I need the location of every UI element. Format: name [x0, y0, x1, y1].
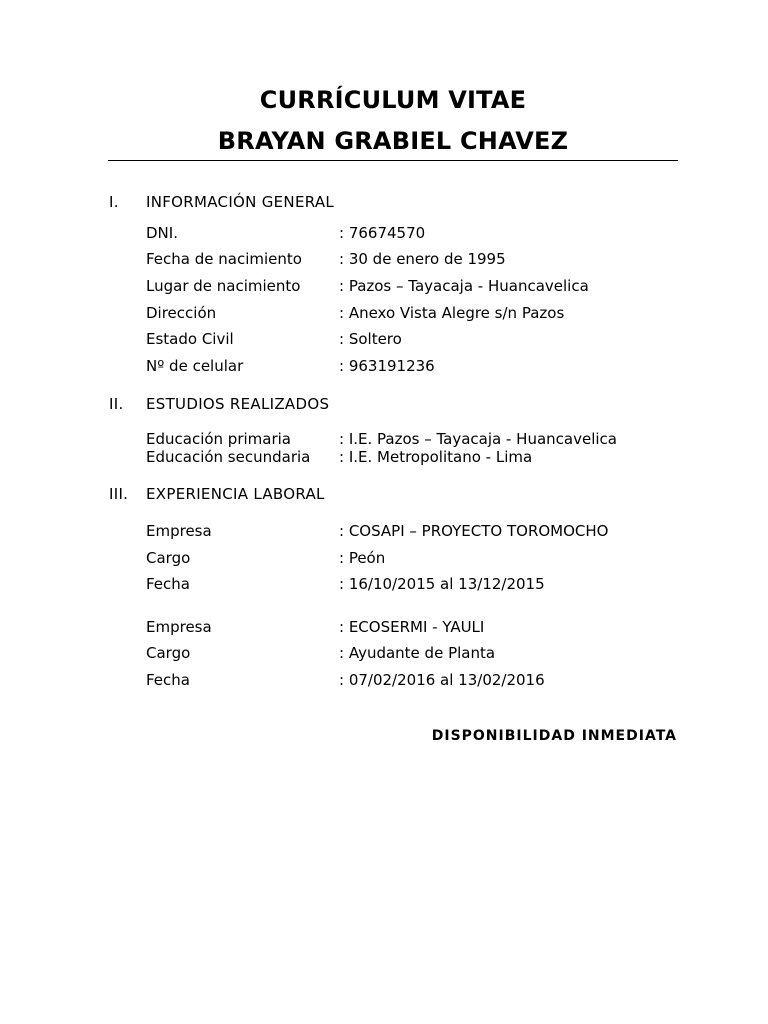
row-label: Fecha — [146, 575, 190, 593]
section-title: EXPERIENCIA LABORAL — [146, 485, 325, 503]
row-label: Cargo — [146, 549, 191, 567]
row-value: : I.E. Pazos – Tayacaja - Huancavelica — [339, 430, 617, 448]
row-label: Empresa — [146, 522, 212, 540]
document-title: CURRÍCULUM VITAE — [259, 86, 527, 114]
candidate-name: BRAYAN GRABIEL CHAVEZ — [217, 127, 569, 155]
section-title: INFORMACIÓN GENERAL — [146, 193, 335, 211]
row-label: Lugar de nacimiento — [146, 277, 301, 295]
row-label: DNI. — [146, 224, 178, 242]
row-value: : COSAPI – PROYECTO TOROMOCHO — [339, 522, 609, 540]
section-number: I. — [109, 193, 119, 211]
row-label: Cargo — [146, 644, 191, 662]
row-label: Fecha de nacimiento — [146, 250, 302, 268]
row-value: : 30 de enero de 1995 — [339, 250, 506, 268]
header-divider — [108, 160, 678, 161]
row-value: : Soltero — [339, 330, 402, 348]
availability-note: DISPONIBILIDAD INMEDIATA — [431, 728, 677, 744]
row-label: Estado Civil — [146, 330, 234, 348]
row-label: Educación primaria — [146, 430, 291, 448]
row-label: Empresa — [146, 618, 212, 636]
row-value: : Anexo Vista Alegre s/n Pazos — [339, 304, 565, 322]
row-label: Fecha — [146, 671, 190, 689]
row-value: : ECOSERMI - YAULI — [339, 618, 485, 636]
row-value: : 07/02/2016 al 13/02/2016 — [339, 671, 545, 689]
row-value: : 76674570 — [339, 224, 426, 242]
section-number: II. — [109, 395, 124, 413]
row-label: Educación secundaria — [146, 448, 311, 466]
row-label: Dirección — [146, 304, 217, 322]
row-value: : Pazos – Tayacaja - Huancavelica — [339, 277, 589, 295]
row-label: Nº de celular — [146, 357, 244, 375]
row-value: : Ayudante de Planta — [339, 644, 496, 662]
section-title: ESTUDIOS REALIZADOS — [146, 395, 330, 413]
row-value: : I.E. Metropolitano - Lima — [339, 448, 533, 466]
row-value: : 963191236 — [339, 357, 435, 375]
section-number: III. — [109, 485, 129, 503]
row-value: : 16/10/2015 al 13/12/2015 — [339, 575, 545, 593]
row-value: : Peón — [339, 549, 386, 567]
